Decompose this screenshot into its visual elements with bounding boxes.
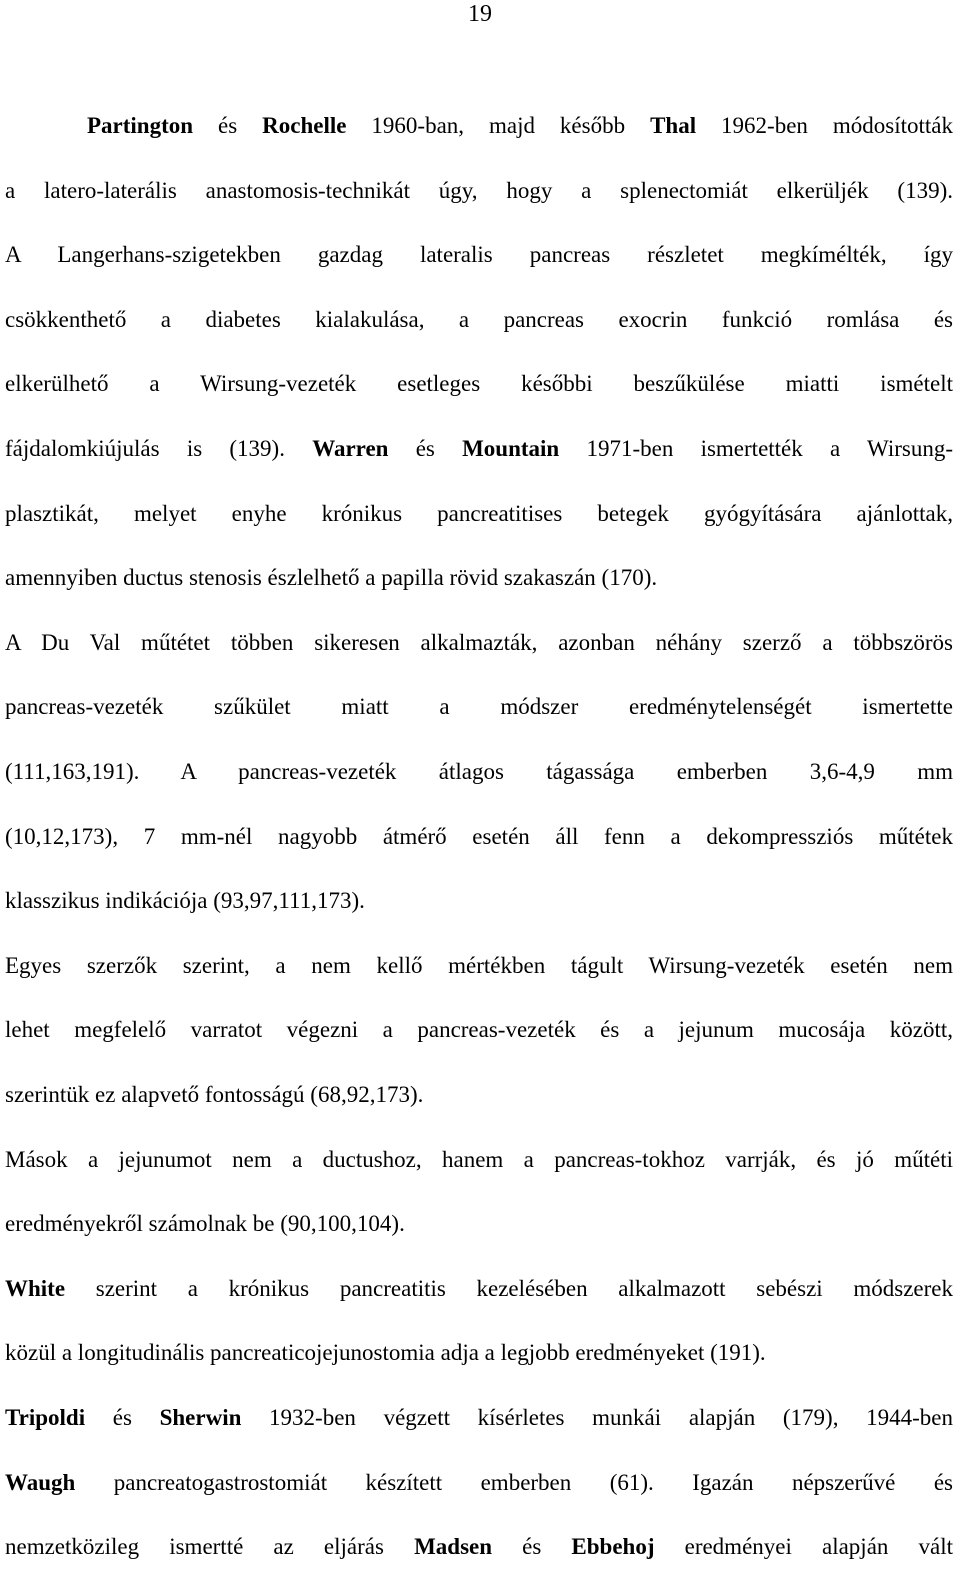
text-segment: (10,12,173), 7 mm-nél nagyobb átmérő esetén áll fenn a dekompressziós műtétek xyxy=(5,824,953,849)
text-line xyxy=(5,1274,953,1304)
author-name: Thal xyxy=(650,113,697,138)
text-line xyxy=(5,369,953,399)
text-line xyxy=(5,240,953,270)
author-name: Ebbehoj xyxy=(571,1534,655,1559)
text-line xyxy=(5,1468,953,1498)
text-line xyxy=(5,951,953,981)
text-segment: Egyes szerzők szerint, a nem kellő mértékben tágult Wirsung-vezeték esetén nem xyxy=(5,953,953,978)
author-name: Rochelle xyxy=(262,113,347,138)
text-segment: és xyxy=(388,436,463,461)
text-line xyxy=(5,305,953,335)
text-segment: plasztikát, melyet enyhe krónikus pancreatitises betegek gyógyítására ajánlottak, xyxy=(5,501,953,526)
text-line xyxy=(5,628,953,658)
text-line xyxy=(5,1209,953,1239)
text-segment: Mások a jejunumot nem a ductushoz, hanem a pancreas-tokhoz varrják, és jó műtéti xyxy=(5,1147,953,1172)
text-line xyxy=(5,499,953,529)
text-segment: szerintük ez alapvető fontosságú (68,92,173). xyxy=(5,1082,424,1107)
text-line xyxy=(5,1338,953,1368)
author-name: Warren xyxy=(312,436,389,461)
page-number: 19 xyxy=(468,1,492,27)
author-name: Madsen xyxy=(414,1534,493,1559)
text-line xyxy=(5,1080,953,1110)
text-segment: és xyxy=(492,1534,572,1559)
text-line xyxy=(5,563,953,593)
text-segment: lehet megfelelő varratot végezni a pancreas-vezeték és a jejunum mucosája között, xyxy=(5,1017,953,1042)
author-name: Mountain xyxy=(462,436,560,461)
text-segment: a latero-laterális anastomosis-technikát úgy, hogy a splenectomiát elkerüljék (139). xyxy=(5,178,953,203)
text-segment: 1932-ben végzett kísérletes munkái alapján (179), 1944-ben xyxy=(241,1405,953,1430)
text-segment: és xyxy=(85,1405,160,1430)
text-segment: nemzetközileg ismertté az eljárás xyxy=(5,1534,415,1559)
text-segment: eredményekről számolnak be (90,100,104). xyxy=(5,1211,405,1236)
author-name: Waugh xyxy=(5,1470,76,1495)
text-segment: szerint a krónikus pancreatitis kezelésében alkalmazott sebészi módszerek xyxy=(65,1276,953,1301)
text-line xyxy=(5,1145,953,1175)
text-segment: eredményei alapján vált xyxy=(654,1534,953,1559)
text-line xyxy=(5,176,953,206)
text-segment: közül a longitudinális pancreaticojejunostomia adja a legjobb eredményeket (191). xyxy=(5,1340,766,1365)
author-name: Tripoldi xyxy=(5,1405,86,1430)
text-segment: klasszikus indikációja (93,97,111,173). xyxy=(5,888,365,913)
text-segment: elkerülhető a Wirsung-vezeték esetleges későbbi beszűkülése miatti ismételt xyxy=(5,371,953,396)
text-segment: és xyxy=(193,113,263,138)
text-segment: fájdalomkiújulás is (139). xyxy=(5,436,313,461)
text-line xyxy=(5,757,953,787)
text-segment: 1971-ben ismertették a Wirsung- xyxy=(559,436,953,461)
text-line xyxy=(5,1403,953,1433)
author-name: Partington xyxy=(87,113,194,138)
text-line xyxy=(5,822,953,852)
text-line xyxy=(5,886,953,916)
text-line xyxy=(5,1532,953,1562)
text-segment: csökkenthető a diabetes kialakulása, a pancreas exocrin funkció romlása és xyxy=(5,307,953,332)
text-segment: 1960-ban, majd később xyxy=(346,113,651,138)
text-line xyxy=(5,434,953,464)
text-segment: (111,163,191). A pancreas-vezeték átlagos tágassága emberben 3,6-4,9 mm xyxy=(5,759,953,784)
text-segment: pancreatogastrostomiát készített emberben (61). Igazán népszerűvé és xyxy=(75,1470,953,1495)
text-segment: pancreas-vezeték szűkület miatt a módszer eredménytelenségét ismertette xyxy=(5,694,953,719)
text-line xyxy=(5,692,953,722)
author-name: Sherwin xyxy=(159,1405,242,1430)
text-segment: 1962-ben módosították xyxy=(696,113,953,138)
author-name: White xyxy=(5,1276,66,1301)
text-line xyxy=(87,111,953,141)
text-segment: A Langerhans-szigetekben gazdag lateralis pancreas részletet megkímélték, így xyxy=(5,242,953,267)
text-segment: A Du Val műtétet többen sikeresen alkalmazták, azonban néhány szerző a többszörös xyxy=(5,630,953,655)
text-segment: amennyiben ductus stenosis észlelhető a papilla rövid szakaszán (170). xyxy=(5,565,658,590)
text-line xyxy=(5,1015,953,1045)
